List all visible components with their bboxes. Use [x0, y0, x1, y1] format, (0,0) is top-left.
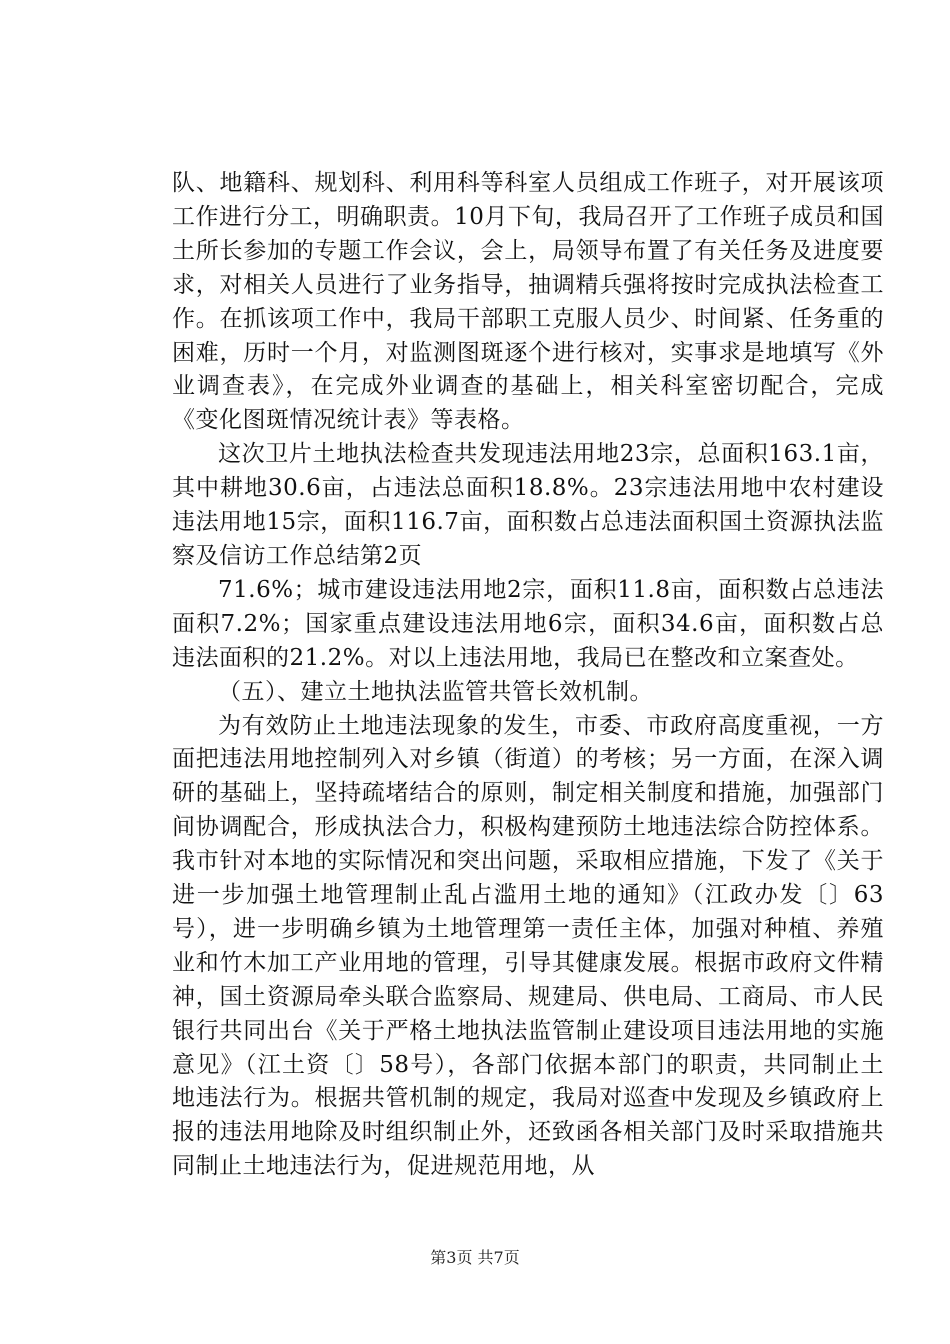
section-heading-five: （五）、建立土地执法监管共管长效机制。 — [218, 678, 653, 705]
paragraph-violation-stats: 这次卫片土地执法检查共发现违法用地23宗，总面积163.1亩，其中耕地30.6亩，占违法总面积18.8%。23宗违法用地中农村建设违法用地15宗，面积116.7亩，面积数占总违法面积国土资源执法监察及信访工作总结第2页 — [172, 441, 884, 569]
page-footer: 第3页 共7页 — [430, 1248, 520, 1267]
paragraph-work-team: 队、地籍科、规划科、利用科等科室人员组成工作班子，对开展该项工作进行分工，明确职责。10月下旬，我局召开了工作班子成员和国土所长参加的专题工作会议，会上，局领导布置了有关任务及进度要求，对相关人员进行了业务指导，抽调精兵强将按时完成执法检查工作。在抓该项工作中，我局干部职工克服人员少、时间紧、任务重的困难，历时一个月，对监测图斑逐个进行核对，实事求是地填写《外业调查表》，在完成外业调查的基础上，相关科室密切配合，完成《变化图斑情况统计表》等表格。 — [172, 170, 884, 434]
document-body — [172, 167, 884, 1184]
paragraph-joint-mechanism: 为有效防止土地违法现象的发生，市委、市政府高度重视，一方面把违法用地控制列入对乡镇（街道）的考核；另一方面，在深入调研的基础上，坚持疏堵结合的原则，制定相关制度和措施，加强部门间协调配合，形成执法合力，积极构建预防土地违法综合防控体系。我市针对本地的实际情况和突出问题，采取相应措施，下发了《关于进一步加强土地管理制止乱占滥用土地的通知》（江政办发〔〕63号），进一步明确乡镇为土地管理第一责任主体，加强对种植、养殖业和竹木加工产业用地的管理，引导其健康发展。根据市政府文件精神，国土资源局牵头联合监察局、规建局、供电局、工商局、市人民银行共同出台《关于严格土地执法监管制止建设项目违法用地的实施意见》（江土资〔〕58号），各部门依据本部门的职责，共同制止土地违法行为。根据共管机制的规定，我局对巡查中发现及乡镇政府上报的违法用地除及时组织制止外，还致函各相关部门及时采取措施共同制止土地违法行为，促进规范用地，从 — [172, 712, 884, 1180]
paragraph-violation-breakdown: 71.6%；城市建设违法用地2宗，面积11.8亩，面积数占总违法面积7.2%；国家重点建设违法用地6宗，面积34.6亩，面积数占总违法面积的21.2%。对以上违法用地，我局已在整改和立案查处。 — [172, 576, 884, 671]
